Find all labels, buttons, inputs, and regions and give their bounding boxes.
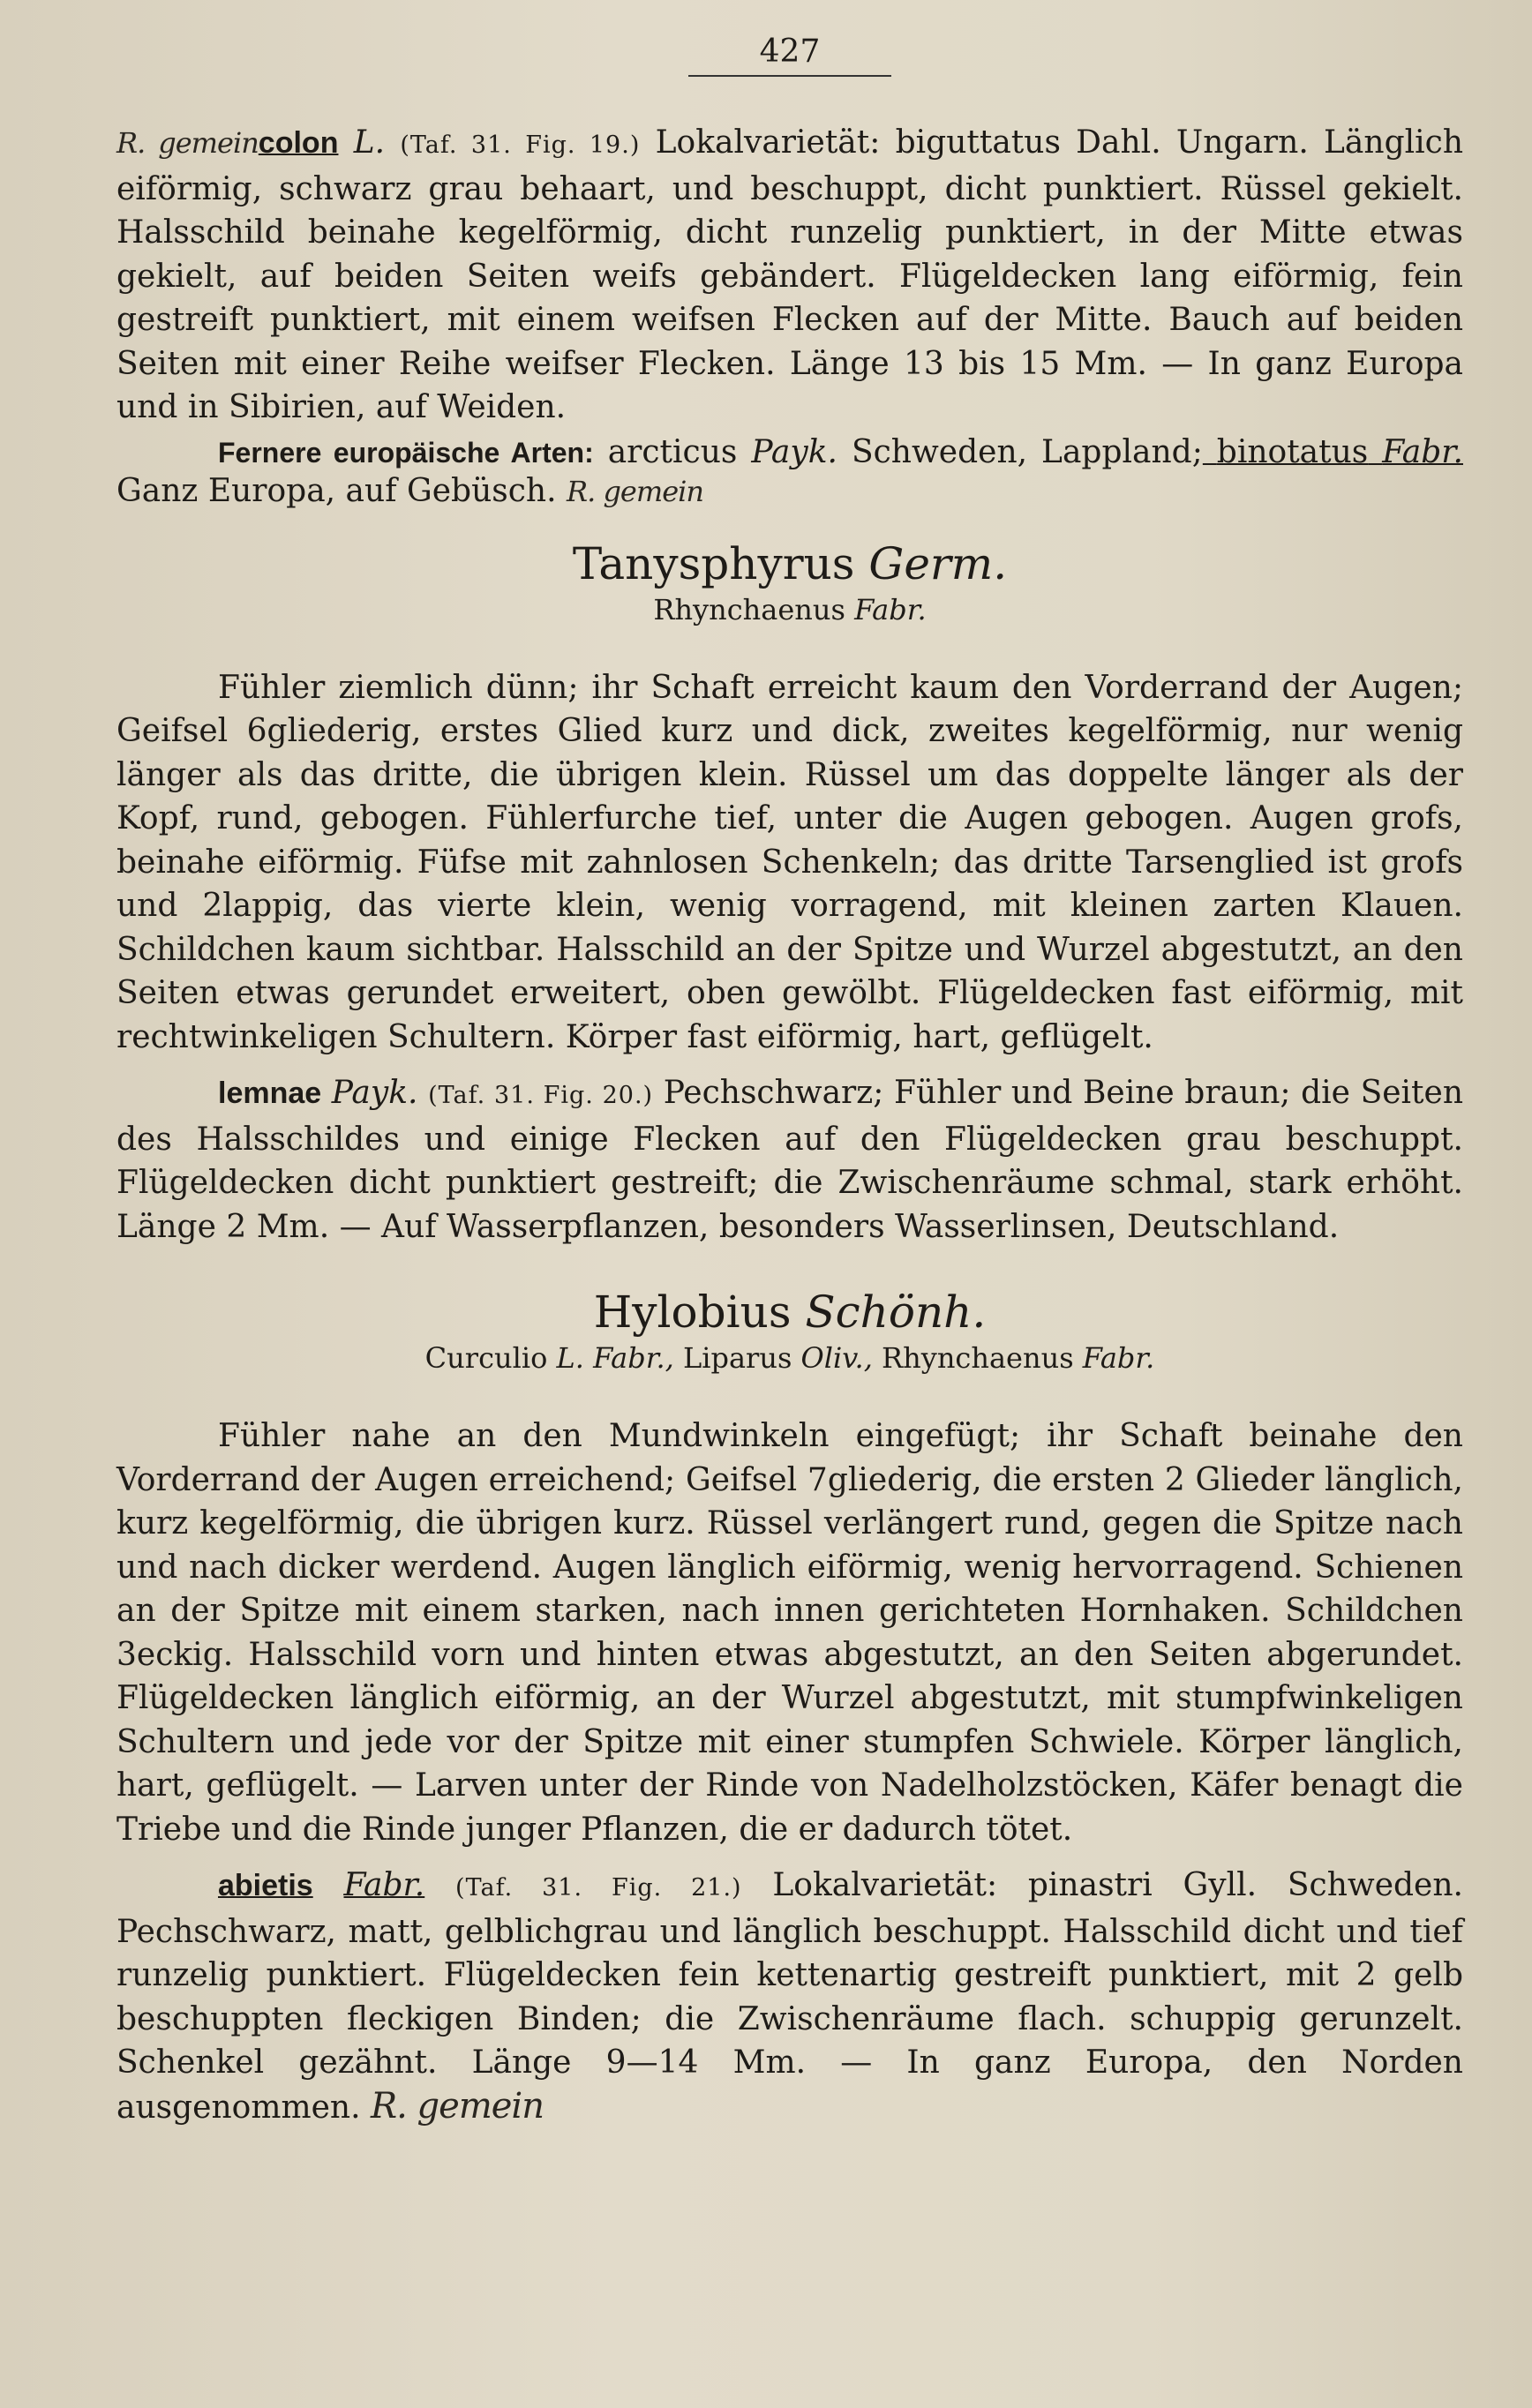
plate-reference: (Taf. 31. Fig. 19.) <box>400 131 641 159</box>
page-number: 427 <box>759 34 821 70</box>
species-name: abietis <box>218 1869 313 1902</box>
further-species <box>116 433 1463 511</box>
species-author: Payk. <box>331 1075 418 1111</box>
genus-name: Tanysphyrus <box>572 537 855 589</box>
plate-reference: (Taf. 31. Fig. 20.) <box>428 1082 654 1109</box>
genus-author: Schönh. <box>805 1287 987 1338</box>
species-name: binotatus <box>1216 433 1369 470</box>
species-name: lemnae <box>218 1076 322 1110</box>
synonym: Rhynchaenus <box>653 592 845 626</box>
species-author: Payk. <box>751 433 837 470</box>
species-name: colon <box>258 126 339 160</box>
genus-synonyms <box>116 1339 1463 1377</box>
species-description: Pechschwarz; Fühler und Beine braun; die Seiten des Halsschildes und einige Flecken auf den Flügeldecken grau beschuppt. Flügeldecken dicht punktiert gestreift; die Zwischenräume schmal, stark erhöht. Länge 2 Mm. — Auf Wasserpflanzen, besonders Wasserlinsen, Deutschland. <box>116 1075 1464 1245</box>
species-description: Lokalvarietät: pinastri Gyll. Schweden. Pechschwarz, matt, gelblichgrau und länglich beschuppt. Halsschild dicht und tief runzelig punktiert. Flügeldecken fein kettenartig gestreift punktiert, mit 2 gelb beschuppten fleckigen Binden; die Zwischenräume flach. schuppig gerunzelt. Schenkel gezähnt. Länge 9—14 Mm. — In ganz Europa, den Norden ausgenommen. <box>116 1867 1463 2126</box>
genus-description: Fühler nahe an den Mundwinkeln eingefügt; ihr Schaft beinahe den Vorderrand der Augen erreichend; Geifsel 7gliederig, die ersten 2 Glieder länglich, kurz kegelförmig, die übrigen kurz. Rüssel verlängert rund, gegen die Spitze nach und nach dicker werdend. Augen länglich eiförmig, wenig hervorragend. Schienen an der Spitze mit einem starken, nach innen gerichteten Hornhaken. Schildchen 3eckig. Halsschild vorn und hinten etwas abgestutzt, an den Seiten abgerundet. Flügeldecken länglich eiförmig, an der Wurzel abgestutzt, mit stumpfwinkeligen Schultern und jede vor der Spitze mit einer stumpfen Schwiele. Körper länglich, hart, geflügelt. — Larven unter der Rinde von Nadelholzstöcken, Käfer benagt die Triebe und die Rinde junger Pflanzen, die er dadurch tötet. <box>116 1418 1463 1848</box>
species-name: arcticus <box>607 433 738 470</box>
genus-description: Fühler ziemlich dünn; ihr Schaft erreicht kaum den Vorderrand der Augen; Geifsel 6gliederig, erstes Glied kurz und dick, zweites kegelförmig, nur wenig länger als das dritte, die übrigen klein. Rüssel um das doppelte länger als der Kopf, rund, gebogen. Fühlerfurche tief, unter die Augen gebogen. Augen grofs, beinahe eiförmig. Füfse mit zahnlosen Schenkeln; das dritte Tarsenglied ist grofs und 2lappig, das vierte klein, wenig vorragend, mit kleinen zarten Klauen. Schildchen kaum sichtbar. Halsschild an der Spitze und Wurzel abgestutzt, an den Seiten etwas gerundet erweitert, oben gewölbt. Flügeldecken fast eiförmig, mit rechtwinkeligen Schultern. Körper fast eiförmig, hart, geflügelt. <box>116 669 1463 1055</box>
further-label: Fernere europäische Arten: <box>218 436 594 469</box>
species-description: Lokalvarietät: biguttatus Dahl. Ungarn. Länglich eiförmig, schwarz grau behaart, und beschuppt, dicht punktiert. Rüssel gekielt. Halsschild beinahe kegelförmig, dicht runzelig punktiert, in der Mitte etwas gekielt, auf beiden Seiten weifs gebändert. Flügeldecken lang eiförmig, fein gestreift punktiert, mit einem weifsen Flecken auf der Mitte. Bauch auf beiden Seiten mit einer Reihe weifser Flecken. Länge 13 bis 15 Mm. — In ganz Europa und in Sibirien, auf Weiden. <box>116 124 1463 425</box>
synonym: Rhynchaenus <box>882 1341 1074 1375</box>
synonym: Curculio <box>424 1341 548 1375</box>
species-author: L. <box>353 124 386 161</box>
header-rule <box>688 75 891 77</box>
species-author: Fabr. <box>343 1867 425 1903</box>
species-entry-colon <box>116 121 1463 430</box>
genus-author: Germ. <box>868 537 1008 589</box>
genus-synonyms <box>116 590 1463 629</box>
locality: Schweden, Lappland; <box>851 433 1203 470</box>
handwritten-note: R. gemein <box>567 474 703 508</box>
genus-heading <box>116 1286 1463 1339</box>
locality: Ganz Europa, auf Gebüsch. <box>116 472 557 509</box>
synonym-author: L. Fabr., <box>556 1341 674 1375</box>
species-entry-abietis <box>116 1864 1463 2129</box>
species-entry-lemnae <box>116 1071 1463 1249</box>
species-author: Fabr. <box>1382 433 1463 470</box>
synonym-author: Fabr. <box>1082 1341 1155 1375</box>
synonym-author: Fabr. <box>854 592 927 626</box>
plate-reference: (Taf. 31. Fig. 21.) <box>455 1874 742 1902</box>
genus-name: Hylobius <box>593 1287 792 1338</box>
synonym: Liparus <box>682 1341 792 1375</box>
genus-heading <box>116 537 1463 590</box>
handwritten-note: R. gemein <box>371 2085 544 2127</box>
handwritten-note: R. gemein <box>116 126 259 160</box>
synonym-author: Oliv., <box>800 1341 873 1375</box>
